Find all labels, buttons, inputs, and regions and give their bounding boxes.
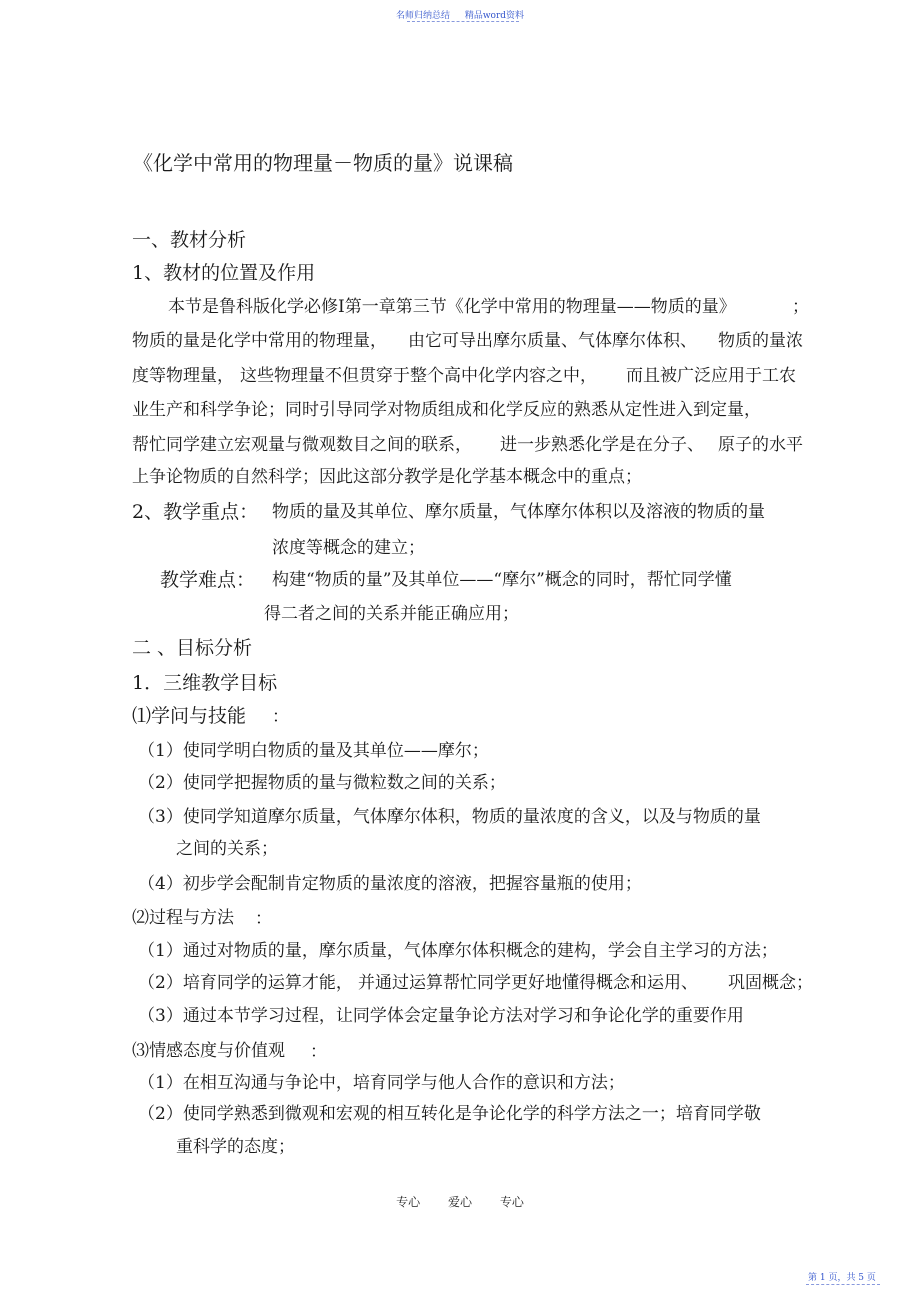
para-line: 本节是鲁科版化学必修Ⅰ第一章第三节《化学中常用的物理量——物质的量》 (168, 297, 736, 317)
list-item-part: 并通过运算帮忙同学更好地懂得概念和运用、 (358, 973, 698, 993)
section-1-heading: 一、教材分析 (132, 229, 247, 251)
list-item-cont: 之间的关系； (176, 839, 278, 859)
teaching-focus-label: 2、教学重点： (132, 501, 259, 523)
section-1-1-heading: 1、教材的位置及作用 (132, 262, 316, 284)
teaching-focus-text: 浓度等概念的建立； (272, 538, 425, 558)
goal-process-heading: ⑵过程与方法 (132, 908, 234, 928)
para-line: 业生产和科学争论；同时引导同学对物质组成和化学反应的熟悉从定性进入到定量， (132, 400, 761, 420)
page-footer (0, 1193, 920, 1210)
header-divider (407, 21, 519, 22)
list-item: （3）使同学知道摩尔质量，气体摩尔体积，物质的量浓度的含义，以及与物质的量 (138, 807, 761, 827)
section-2-1-heading: 1．三维教学目标 (132, 672, 278, 694)
para-line: 度等物理量， (132, 366, 234, 386)
para-line: 而且被广泛应用于工农 (626, 366, 796, 386)
page-number: 第 1 页，共 5 页 (808, 1273, 876, 1283)
list-item: （1）通过对物质的量，摩尔质量，气体摩尔体积概念的建构，学会自主学习的方法； (138, 941, 778, 961)
goal-attitude-colon: ： (310, 1042, 327, 1062)
para-line: 原子的水平 (718, 435, 803, 455)
page-header (0, 8, 920, 21)
para-line: 物质的量是化学中常用的物理量， (132, 331, 387, 351)
goal-attitude-heading: ⑶情感态度与价值观 (132, 1041, 285, 1061)
list-item: （1）在相互沟通与争论中，培育同学与他人合作的意识和方法； (138, 1073, 625, 1093)
goal-knowledge-heading: ⑴学问与技能 (132, 705, 247, 727)
header-right: 精品word资料 (464, 11, 525, 21)
document-title: 《化学中常用的物理量－物质的量》说课稿 (133, 151, 513, 175)
goal-process-colon: ： (255, 909, 272, 929)
list-item: （1）使同学明白物质的量及其单位——摩尔； (138, 741, 489, 761)
teaching-focus-text: 物质的量及其单位、摩尔质量，气体摩尔体积以及溶液的物质的量 (272, 502, 765, 522)
list-item: （3）通过本节学习过程，让同学体会定量争论方法对学习和争论化学的重要作用 (138, 1006, 744, 1026)
list-item-part: 巩固概念； (728, 973, 813, 993)
para-line: 由它可导出摩尔质量、 (408, 331, 578, 351)
list-item: （2）培育同学的运算才能， (138, 973, 353, 993)
teaching-difficulty-text: 得二者之间的关系并能正确应用； (264, 604, 519, 624)
para-line: 帮忙同学建立宏观量与微观数目之间的联系， (132, 435, 472, 455)
footer-text: 爱心 (447, 1195, 472, 1209)
teaching-difficulty-text: 构建“物质的量”及其单位——“摩尔”概念的同时，帮忙同学懂 (272, 570, 732, 590)
list-item: （2）使同学熟悉到微观和宏观的相互转化是争论化学的科学方法之一；培育同学敬 (138, 1104, 761, 1124)
header-left: 名师归纳总结 (395, 11, 450, 21)
footer-text: 专心 (396, 1195, 421, 1209)
para-line: 物质的量浓 (718, 331, 803, 351)
para-line: 进一步熟悉化学是在分子、 (500, 435, 704, 455)
footer-text: 专心 (499, 1195, 524, 1209)
para-line: 这些物理量不但贯穿于整个高中化学内容之中， (240, 366, 597, 386)
list-item: （2）使同学把握物质的量与微粒数之间的关系； (138, 773, 506, 793)
list-item: （4）初步学会配制肯定物质的量浓度的溶液，把握容量瓶的使用； (138, 874, 642, 894)
para-line: 气体摩尔体积、 (578, 331, 697, 351)
section-2-heading: 二 、目标分析 (132, 637, 253, 659)
list-item-cont: 重科学的态度； (176, 1137, 295, 1157)
para-line: 上争论物质的自然科学；因此这部分教学是化学基本概念中的重点； (132, 467, 642, 487)
teaching-difficulty-label: 教学难点： (160, 569, 256, 591)
para-line: ； (792, 297, 809, 317)
goal-knowledge-colon: ： (272, 707, 289, 727)
footer-divider (806, 1284, 880, 1285)
